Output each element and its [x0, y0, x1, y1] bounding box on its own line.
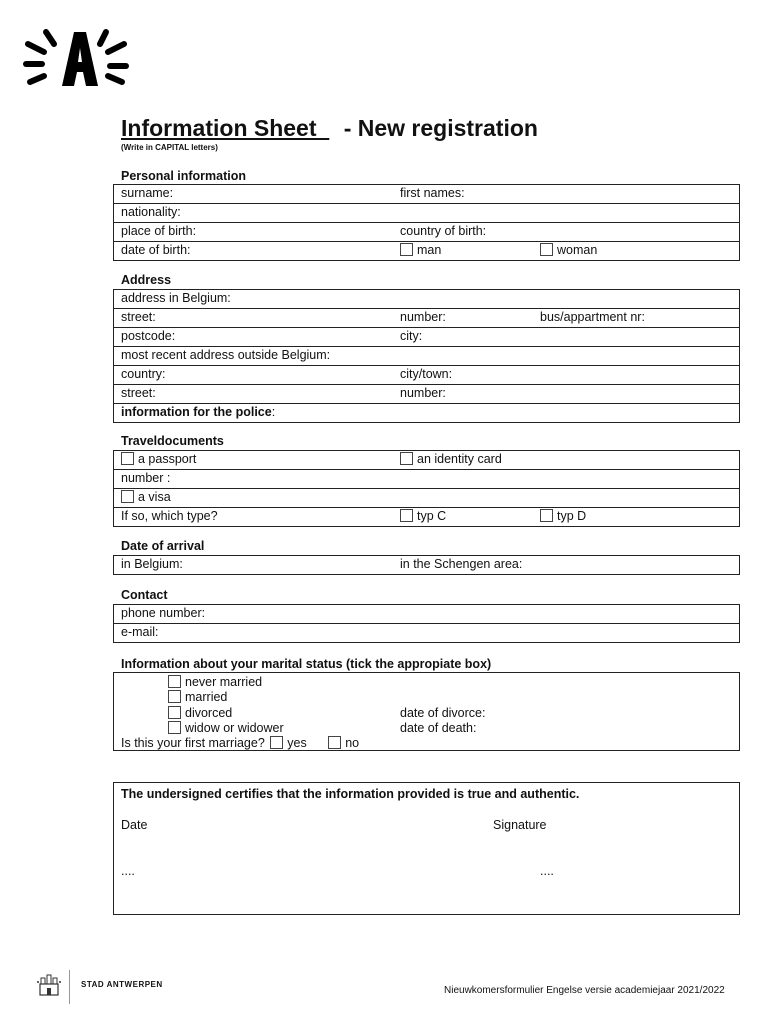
- antwerp-logo: [22, 26, 130, 90]
- row-visa: [114, 489, 739, 508]
- row-postcode: [114, 328, 739, 347]
- row-address-belgium: [114, 290, 739, 309]
- widow-checkbox[interactable]: [168, 721, 181, 734]
- yes-checkbox[interactable]: [270, 736, 283, 749]
- footer-divider: [69, 970, 70, 1004]
- row-arrival: [114, 556, 739, 574]
- certification-box: [113, 782, 740, 915]
- address-heading: Address: [121, 273, 172, 287]
- divorced-option[interactable]: [168, 706, 232, 720]
- first-marriage-label: Is this your first marriage?: [121, 736, 265, 750]
- row-recent-outside: [114, 347, 739, 366]
- schengen-label[interactable]: in the Schengen area:: [400, 557, 523, 571]
- identity-card-label: an identity card: [417, 452, 502, 466]
- footer-note: Nieuwkomersformulier Engelse versie academiejaar 2021/2022: [444, 985, 725, 996]
- woman-checkbox[interactable]: [540, 243, 553, 256]
- row-doc-number: [114, 470, 739, 489]
- address-box: [113, 289, 740, 423]
- signature-label: Signature: [493, 818, 547, 832]
- place-of-birth-label[interactable]: place of birth:: [121, 224, 197, 238]
- marital-heading: Information about your marital status (tick the appropiate box): [121, 657, 492, 671]
- no-label: no: [345, 736, 360, 750]
- row-police: [114, 404, 739, 422]
- typ-c-checkbox[interactable]: [400, 509, 413, 522]
- yes-label: yes: [287, 736, 307, 750]
- first-names-label[interactable]: first names:: [400, 186, 465, 200]
- subtitle: (Write in CAPITAL letters): [121, 143, 218, 152]
- date-label: Date: [121, 818, 148, 832]
- typ-d-label: typ D: [557, 509, 587, 523]
- row-place-of-birth: [114, 223, 739, 242]
- arrival-box: [113, 555, 740, 575]
- visa-label: a visa: [138, 490, 171, 504]
- recent-outside-label: most recent address outside Belgium:: [121, 348, 331, 362]
- personal-box: [113, 184, 740, 261]
- married-option[interactable]: [168, 690, 227, 704]
- visa-checkbox[interactable]: [121, 490, 134, 503]
- woman-label: woman: [557, 243, 598, 257]
- married-label: married: [185, 690, 228, 704]
- which-type-label: If so, which type?: [121, 509, 218, 523]
- passport-checkbox[interactable]: [121, 452, 134, 465]
- title-main: Information Sheet: [121, 115, 317, 141]
- row-country: [114, 366, 739, 385]
- no-checkbox[interactable]: [328, 736, 341, 749]
- married-checkbox[interactable]: [168, 690, 181, 703]
- identity-card-checkbox[interactable]: [400, 452, 413, 465]
- signature-field[interactable]: ....: [540, 864, 554, 878]
- police-label-colon: :: [271, 405, 276, 419]
- visa-option[interactable]: [121, 489, 171, 506]
- typ-c-option[interactable]: [400, 508, 446, 525]
- bus-label[interactable]: bus/appartment nr:: [540, 310, 645, 324]
- row-street-2: [114, 385, 739, 404]
- passport-option[interactable]: [121, 451, 196, 468]
- address-belgium-label: address in Belgium:: [121, 291, 231, 305]
- man-label: man: [417, 243, 442, 257]
- personal-heading: Personal information: [121, 169, 247, 183]
- city-emblem-icon: [36, 972, 62, 998]
- man-checkbox[interactable]: [400, 243, 413, 256]
- widow-option[interactable]: [168, 721, 284, 735]
- city-town-label[interactable]: city/town:: [400, 367, 453, 381]
- divorced-checkbox[interactable]: [168, 706, 181, 719]
- in-belgium-label[interactable]: in Belgium:: [121, 557, 183, 571]
- city-label[interactable]: city:: [400, 329, 423, 343]
- first-marriage-row: [121, 736, 359, 750]
- row-passport: [114, 451, 739, 470]
- man-option[interactable]: [400, 242, 441, 259]
- page-title: [121, 115, 538, 142]
- never-married-option[interactable]: [168, 675, 262, 689]
- date-of-death-label[interactable]: date of death:: [400, 721, 477, 735]
- certification-statement: The undersigned certifies that the information provided is true and authentic.: [121, 787, 580, 801]
- email-label[interactable]: e-mail:: [121, 625, 159, 639]
- divorced-label: divorced: [185, 706, 233, 720]
- date-of-divorce-label[interactable]: date of divorce:: [400, 706, 486, 720]
- arrival-heading: Date of arrival: [121, 539, 205, 553]
- row-surname: [114, 185, 739, 204]
- row-street: [114, 309, 739, 328]
- doc-number-label[interactable]: number :: [121, 471, 171, 485]
- never-married-checkbox[interactable]: [168, 675, 181, 688]
- passport-label: a passport: [138, 452, 197, 466]
- country-of-birth-label[interactable]: country of birth:: [400, 224, 487, 238]
- travel-box: [113, 450, 740, 527]
- marital-box: [113, 672, 740, 751]
- never-married-label: never married: [185, 675, 263, 689]
- postcode-label[interactable]: postcode:: [121, 329, 176, 343]
- row-date-of-birth: [114, 242, 739, 260]
- date-field[interactable]: ....: [121, 864, 135, 878]
- contact-heading: Contact: [121, 588, 168, 602]
- row-nationality: [114, 204, 739, 223]
- number-2-label[interactable]: number:: [400, 386, 446, 400]
- contact-box: [113, 604, 740, 643]
- row-phone: [114, 605, 739, 624]
- travel-heading: Traveldocuments: [121, 434, 224, 448]
- typ-d-checkbox[interactable]: [540, 509, 553, 522]
- footer-org: STAD ANTWERPEN: [81, 980, 163, 989]
- identity-card-option[interactable]: [400, 451, 502, 468]
- nationality-label[interactable]: nationality:: [121, 205, 181, 219]
- police-label[interactable]: [121, 404, 275, 421]
- surname-label[interactable]: surname:: [121, 186, 174, 200]
- number-label[interactable]: number:: [400, 310, 446, 324]
- widow-label: widow or widower: [185, 721, 284, 735]
- typ-c-label: typ C: [417, 509, 447, 523]
- phone-label[interactable]: phone number:: [121, 606, 206, 620]
- row-email: [114, 624, 739, 642]
- street-2-label[interactable]: street:: [121, 386, 156, 400]
- street-label[interactable]: street:: [121, 310, 156, 324]
- woman-option[interactable]: [540, 242, 597, 259]
- country-label[interactable]: country:: [121, 367, 166, 381]
- row-visa-type: [114, 508, 739, 526]
- police-label-bold: information for the police: [121, 405, 272, 419]
- date-of-birth-label[interactable]: date of birth:: [121, 243, 191, 257]
- title-rest: - New registration: [343, 115, 538, 141]
- typ-d-option[interactable]: [540, 508, 586, 525]
